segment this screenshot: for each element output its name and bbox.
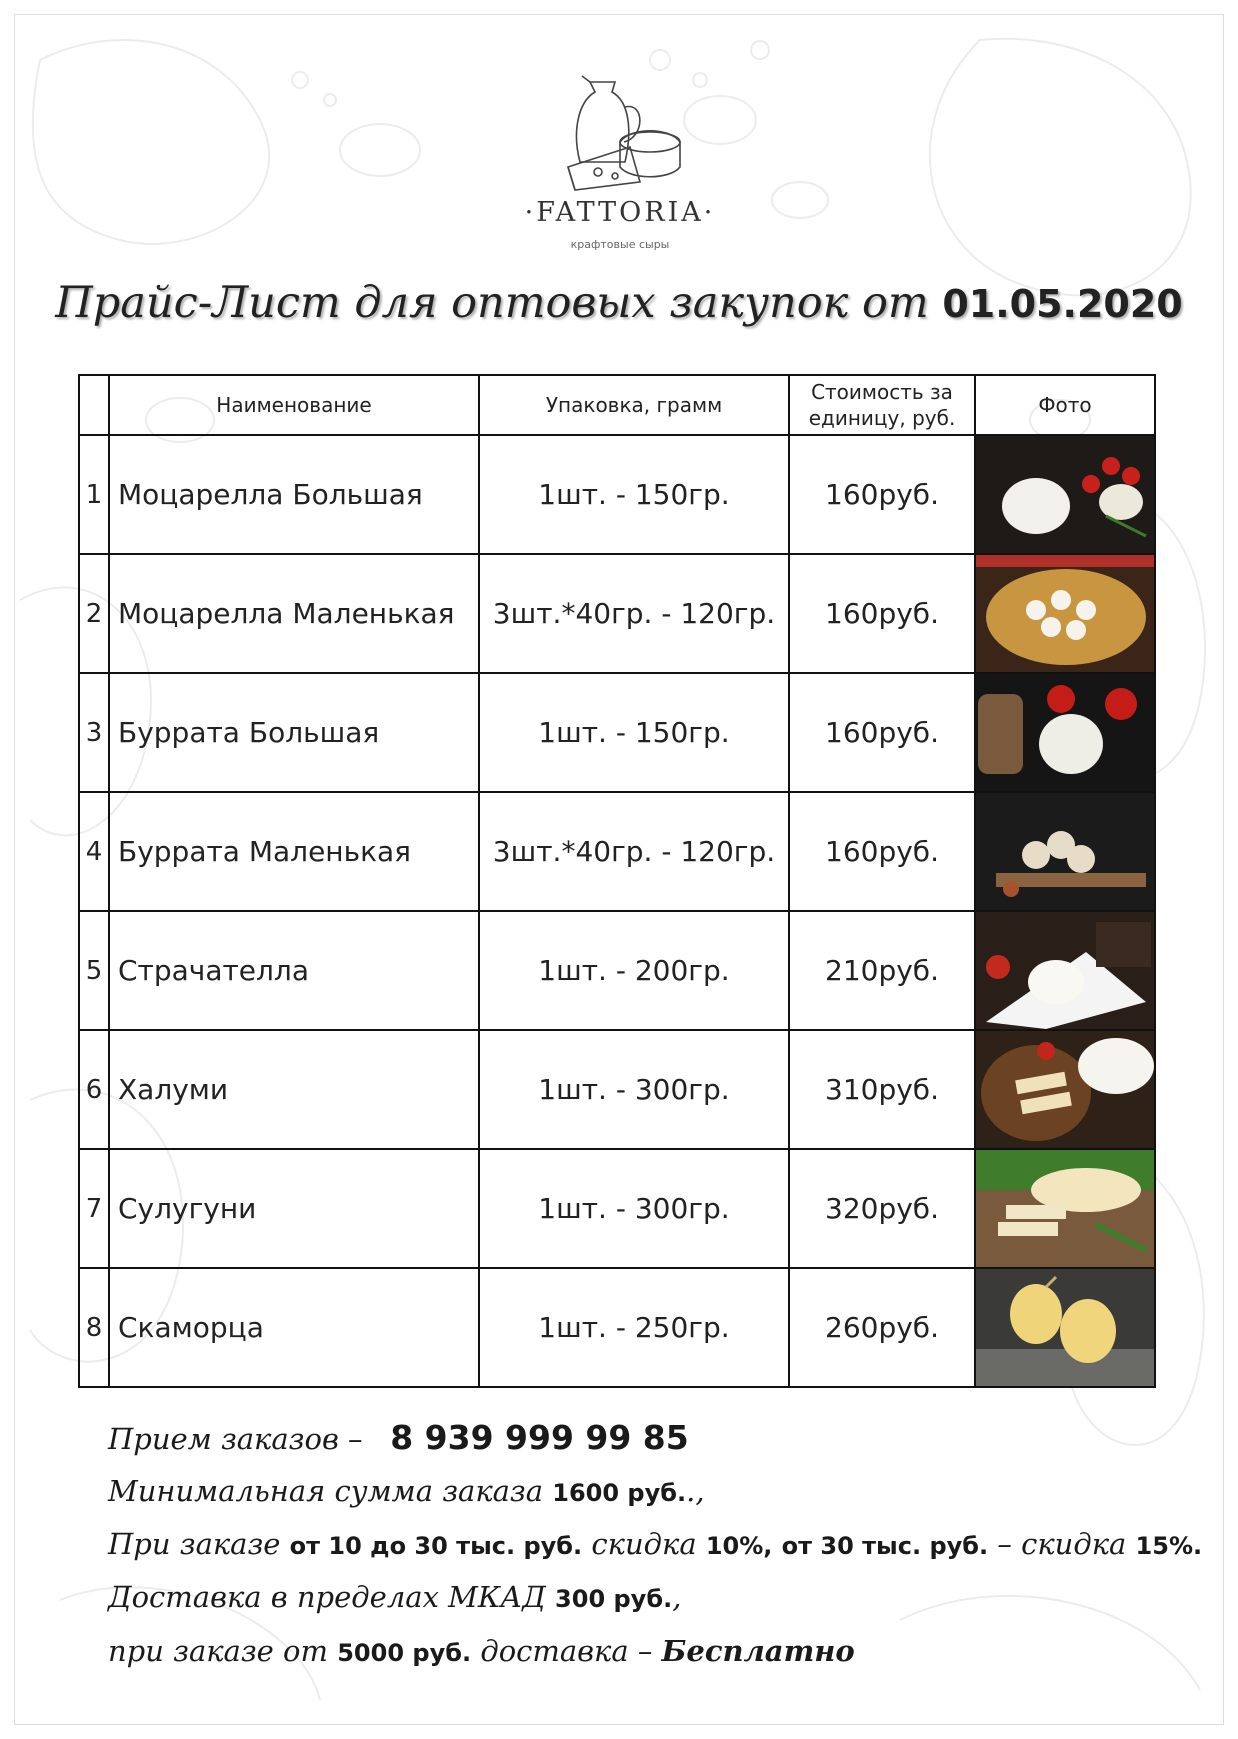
product-price: 160руб.	[789, 554, 975, 673]
product-name: Страчателла	[109, 911, 479, 1030]
discount-word-2: – скидка	[997, 1527, 1127, 1561]
discount-range-2: от 30 тыс. руб.	[781, 1532, 989, 1560]
table-row	[79, 911, 1155, 1030]
mozzarella-large-photo	[976, 436, 1154, 553]
header-price-line2: единицу, руб.	[808, 406, 956, 430]
header-photo: Фото	[975, 375, 1155, 435]
product-photo-cell	[975, 1268, 1155, 1387]
row-number: 6	[79, 1030, 109, 1149]
min-order-label: Минимальная сумма заказа	[108, 1474, 544, 1508]
product-price: 310руб.	[789, 1030, 975, 1149]
row-number: 5	[79, 911, 109, 1030]
brand-tagline: крафтовые сыры	[570, 238, 670, 251]
brand-name: ·FATTORIA·	[524, 197, 716, 228]
min-order-tail: .,	[686, 1474, 705, 1508]
footer-free-delivery	[108, 1634, 855, 1668]
footer-discount	[108, 1527, 1202, 1561]
table-row	[79, 554, 1155, 673]
row-number: 8	[79, 1268, 109, 1387]
discount-word-1: скидка	[591, 1527, 697, 1561]
product-package: 1шт. - 300гр.	[479, 1030, 789, 1149]
phone-number[interactable]: 8 939 999 99 85	[390, 1418, 689, 1457]
product-package: 1шт. - 150гр.	[479, 673, 789, 792]
mozzarella-small-photo	[976, 555, 1154, 672]
free-delivery-label: при заказе от	[108, 1634, 329, 1668]
product-price: 210руб.	[789, 911, 975, 1030]
product-photo-cell	[975, 673, 1155, 792]
brand-logo	[520, 72, 720, 262]
suluguni-photo	[976, 1150, 1154, 1267]
product-price: 160руб.	[789, 435, 975, 554]
table-header-row	[79, 375, 1155, 435]
product-name: Моцарелла Большая	[109, 435, 479, 554]
delivery-label: Доставка в пределах МКАД	[108, 1580, 546, 1614]
scamorza-photo	[976, 1269, 1154, 1386]
burrata-large-photo	[976, 674, 1154, 791]
table-row	[79, 435, 1155, 554]
product-package: 1шт. - 300гр.	[479, 1149, 789, 1268]
footer-min-order	[108, 1474, 705, 1508]
discount-range-1: от 10 до 30 тыс. руб.	[289, 1532, 583, 1560]
row-number: 4	[79, 792, 109, 911]
burrata-small-photo	[976, 793, 1154, 910]
table-row	[79, 1268, 1155, 1387]
price-table	[78, 374, 1156, 1388]
header-price	[789, 375, 975, 435]
delivery-price: 300 руб.	[555, 1585, 673, 1613]
discount-percent-2: 15%.	[1135, 1532, 1203, 1560]
halloumi-photo	[976, 1031, 1154, 1148]
table-row	[79, 673, 1155, 792]
row-number: 2	[79, 554, 109, 673]
product-name: Буррата Большая	[109, 673, 479, 792]
table-row	[79, 792, 1155, 911]
product-price: 320руб.	[789, 1149, 975, 1268]
header-name: Наименование	[109, 375, 479, 435]
discount-label: При заказе	[108, 1527, 281, 1561]
footer-delivery	[108, 1580, 681, 1614]
delivery-tail: ,	[672, 1580, 682, 1614]
row-number: 7	[79, 1149, 109, 1268]
min-order-amount: 1600 руб.	[552, 1479, 687, 1507]
product-name: Буррата Маленькая	[109, 792, 479, 911]
stracciatella-photo	[976, 912, 1154, 1029]
product-name: Скаморца	[109, 1268, 479, 1387]
product-name: Халуми	[109, 1030, 479, 1149]
header-price-line1: Стоимость за	[811, 380, 953, 404]
header-package: Упаковка, грамм	[479, 375, 789, 435]
product-name: Сулугуни	[109, 1149, 479, 1268]
free-delivery-mid: доставка –	[480, 1634, 653, 1668]
discount-percent-1: 10%,	[705, 1532, 773, 1560]
title-date: 01.05.2020	[942, 282, 1183, 326]
title-text: Прайс-Лист для оптовых закупок от	[55, 278, 929, 328]
free-delivery-amount: 5000 руб.	[337, 1639, 472, 1667]
footer-orders	[108, 1418, 689, 1457]
jug-and-cheese-icon	[520, 72, 720, 192]
product-package: 1шт. - 250гр.	[479, 1268, 789, 1387]
product-price: 160руб.	[789, 792, 975, 911]
free-delivery-word: Бесплатно	[661, 1634, 855, 1668]
orders-label: Прием заказов –	[108, 1422, 363, 1456]
product-package: 1шт. - 200гр.	[479, 911, 789, 1030]
product-name: Моцарелла Маленькая	[109, 554, 479, 673]
product-price: 160руб.	[789, 673, 975, 792]
page-title	[0, 278, 1238, 328]
product-photo-cell	[975, 435, 1155, 554]
row-number: 3	[79, 673, 109, 792]
product-package: 3шт.*40гр. - 120гр.	[479, 554, 789, 673]
table-row	[79, 1149, 1155, 1268]
product-photo-cell	[975, 554, 1155, 673]
header-num	[79, 375, 109, 435]
product-photo-cell	[975, 1149, 1155, 1268]
product-photo-cell	[975, 911, 1155, 1030]
product-package: 3шт.*40гр. - 120гр.	[479, 792, 789, 911]
product-photo-cell	[975, 792, 1155, 911]
product-photo-cell	[975, 1030, 1155, 1149]
table-row	[79, 1030, 1155, 1149]
row-number: 1	[79, 435, 109, 554]
product-package: 1шт. - 150гр.	[479, 435, 789, 554]
product-price: 260руб.	[789, 1268, 975, 1387]
